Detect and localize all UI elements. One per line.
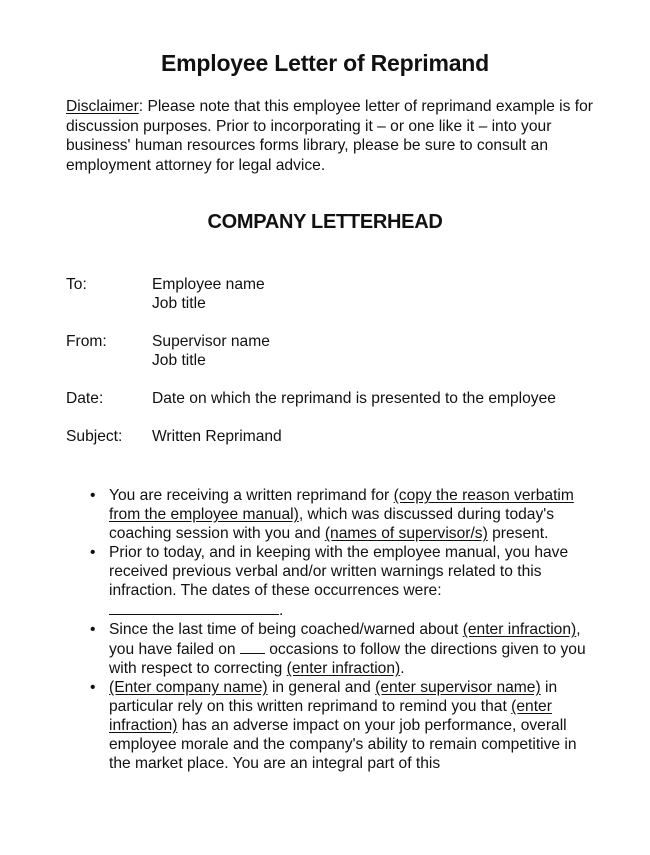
bullet-text: You are receiving a written reprimand for [109,487,394,504]
bullet-text: present. [487,525,549,542]
date-label: Date: [66,390,104,407]
dates-blank-line [109,600,279,615]
bullet-item-reason [90,486,600,543]
bullet-text: Since the last time of being coached/warned about [109,621,463,638]
bullet-item-prior-warnings [90,543,600,620]
disclaimer-text: : Please note that this employee letter of reprimand example is for discussion purposes. Prior to incorporating it – or one like it – into your business' human resources forms library, please be sure to consult an employment attorney for legal advice. [66,98,593,174]
bullet-text: . [279,602,284,619]
placeholder-infraction: (enter infraction) [109,698,552,734]
bullet-text: in general and [267,679,376,696]
bullet-icon: • [90,679,96,696]
placeholder-infraction: (enter infraction) [286,660,401,677]
company-letterhead: COMPANY LETTERHEAD [207,211,443,233]
to-label: To: [66,276,87,293]
date-value: Date on which the reprimand is presented to the employee [152,390,556,407]
placeholder-infraction: (enter infraction) [462,621,577,638]
disclaimer-paragraph [66,97,606,175]
bullet-text: Prior to today, and in keeping with the employee manual, you have received previous verbal and/or written warnings related to this infraction. The dates of these occurrences were: [109,544,569,599]
document-title: Employee Letter of Reprimand [161,50,489,76]
bullet-text: in particular rely on this written reprimand to remind you that [109,679,558,715]
bullet-item-company-reliance [90,678,600,773]
bullet-text: occasions to follow the directions given to you with respect to correcting [109,641,586,677]
bullet-text: . [400,660,405,677]
from-label: From: [66,333,107,350]
to-employee-name: Employee name [152,276,265,293]
bullet-icon: • [90,544,96,561]
from-supervisor-name: Supervisor name [152,333,270,350]
subject-value: Written Reprimand [152,428,282,445]
bullet-icon: • [90,621,96,638]
placeholder-supervisor-name: (enter supervisor name) [375,679,541,696]
bullet-item-failed-occasions [90,620,600,678]
bullet-text: , which was discussed during today's coaching session with you and [109,506,555,542]
subject-label: Subject: [66,428,123,445]
placeholder-reason: (copy the reason verbatim from the employee manual) [109,487,574,523]
bullet-icon: • [90,487,96,504]
bullet-text: has an adverse impact on your job performance, overall employee morale and the company's ability to remain competitive in the market place. You are an integral part of this [109,717,577,772]
placeholder-supervisors: (names of supervisor/s) [324,525,488,542]
occasions-blank-line [240,639,265,654]
reprimand-bullet-list [90,486,600,773]
disclaimer-label: Disclaimer [66,98,139,115]
placeholder-company-name: (Enter company name) [109,679,268,696]
from-job-title: Job title [152,352,206,369]
bullet-text: , you have failed on [109,621,581,658]
to-job-title: Job title [152,295,206,312]
